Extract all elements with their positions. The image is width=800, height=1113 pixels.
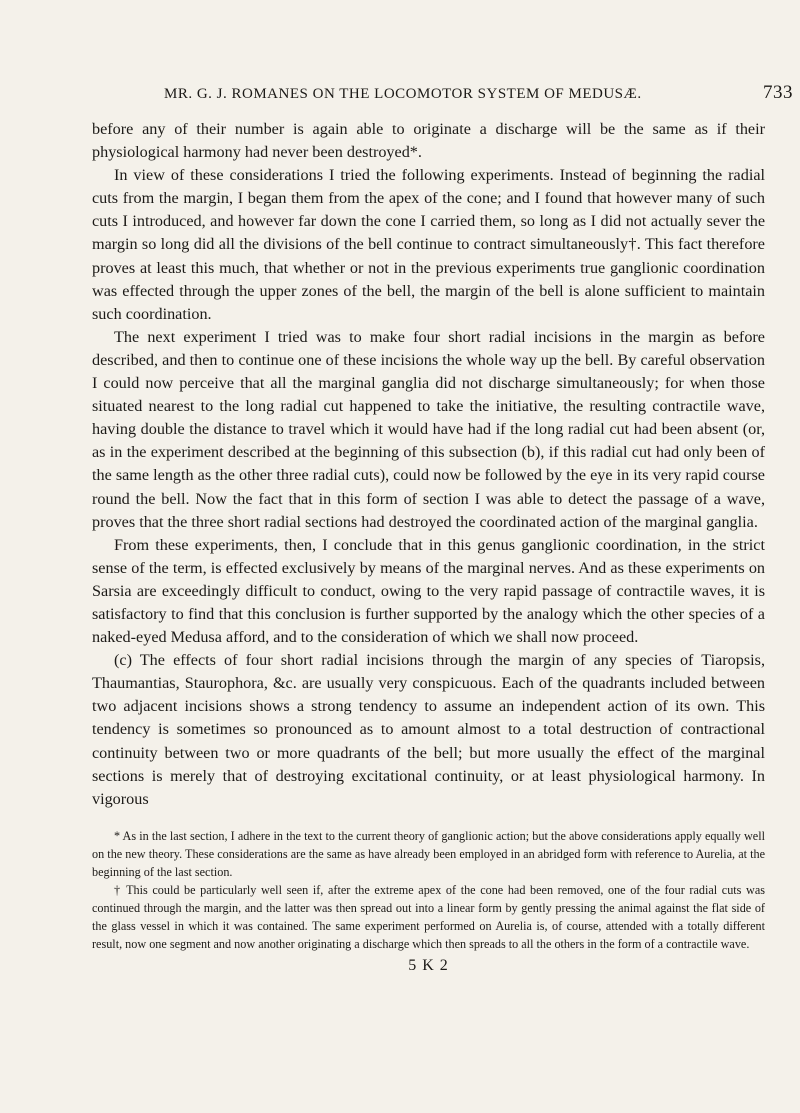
paragraph-section-c: (c) The effects of four short radial incisions through the margin of any species of Tiaropsis, Thaumantias, Staurophora, &c. are usually very conspicuous. Each of the quadrants included between two adjacent incisions shows a strong tendency to assume an independent action of its own. This tendency is sometimes so pronounced as to amount almost to a total destruction of contractional continuity between two or more quadrants of the bell; but more usually the effect of the marginal sections is merely that of destroying excitational continuity, or at least physiological harmony. In vigorous (92, 651, 765, 808)
footnotes (92, 827, 765, 953)
footnote-asterisk: * As in the last section, I adhere in the text to the current theory of ganglionic action; but the above considerations apply equally well on the new theory. These considerations are the same as have already been employed in an abridged form with reference to Aurelia, at the beginning of the last section. (92, 828, 765, 879)
paragraph-conclusion: From these experiments, then, I conclude that in this genus ganglionic coordination, in the strict sense of the term, is effected exclusively by means of the marginal nerves. And as these experiments on Sarsia are exceedingly difficult to conduct, owing to the very rapid passage of contractile waves, it is satisfactory to find that this conclusion is further supported by the analogy which the other species of a naked-eyed Medusa afford, and to the consideration of which we shall now proceed. (92, 535, 765, 647)
paragraph-next-experiment: The next experiment I tried was to make four short radial incisions in the margin as before described, and then to continue one of these incisions the whole way up the bell. By careful observation I could now perceive that all the marginal ganglia did not discharge simultaneously; for when those situated nearest to the long radial cut happened to take the initiative, the resulting contractile wave, having double the distance to travel which it would have had if the long radial cut had been absent (or, as in the experiment described at the beginning of this subsection (b), if this radial cut had only been of the same length as the other three radial cuts), could now be followed by the eye in its very rapid course round the bell. Now the fact that in this form of section I was able to detect the passage of a wave, proves that the three short radial sections had destroyed the coordinated action of the marginal ganglia. (92, 327, 765, 531)
page-number: 733 (763, 82, 793, 103)
body-text (92, 118, 765, 811)
signature-mark: 5 K 2 (408, 956, 449, 974)
paragraph-experiments: In view of these considerations I tried the following experiments. Instead of beginning the radial cuts from the margin, I began them from the apex of the cone; and I found that however many of such cuts I introduced, and however far down the cone I carried them, so long as I did not actually sever the margin so long did all the divisions of the bell continue to contract simultaneously†. This fact therefore proves at least this much, that whether or not in the previous experiments true ganglionic coordination was effected through the upper zones of the bell, the margin of the bell is alone sufficient to maintain such coordination. (92, 166, 765, 323)
paragraph-continuation: before any of their number is again able to originate a discharge will be the same as if their physiological harmony had never been destroyed*. (92, 120, 765, 162)
running-header (92, 78, 793, 108)
page (92, 78, 793, 975)
running-title: MR. G. J. ROMANES ON THE LOCOMOTOR SYSTEM OF MEDUSÆ. (164, 86, 642, 102)
footnote-dagger: † This could be particularly well seen if, after the extreme apex of the cone had been removed, one of the four radial cuts was continued through the margin, and the latter was then spread out into a linear form by gently pressing the animal against the flat side of the glass vessel in which it was contained. The same experiment performed on Aurelia is, of course, attended with a totally different result, now one segment and now another originating a discharge which then spreads to all the others in the form of a contractile wave. (92, 882, 765, 951)
